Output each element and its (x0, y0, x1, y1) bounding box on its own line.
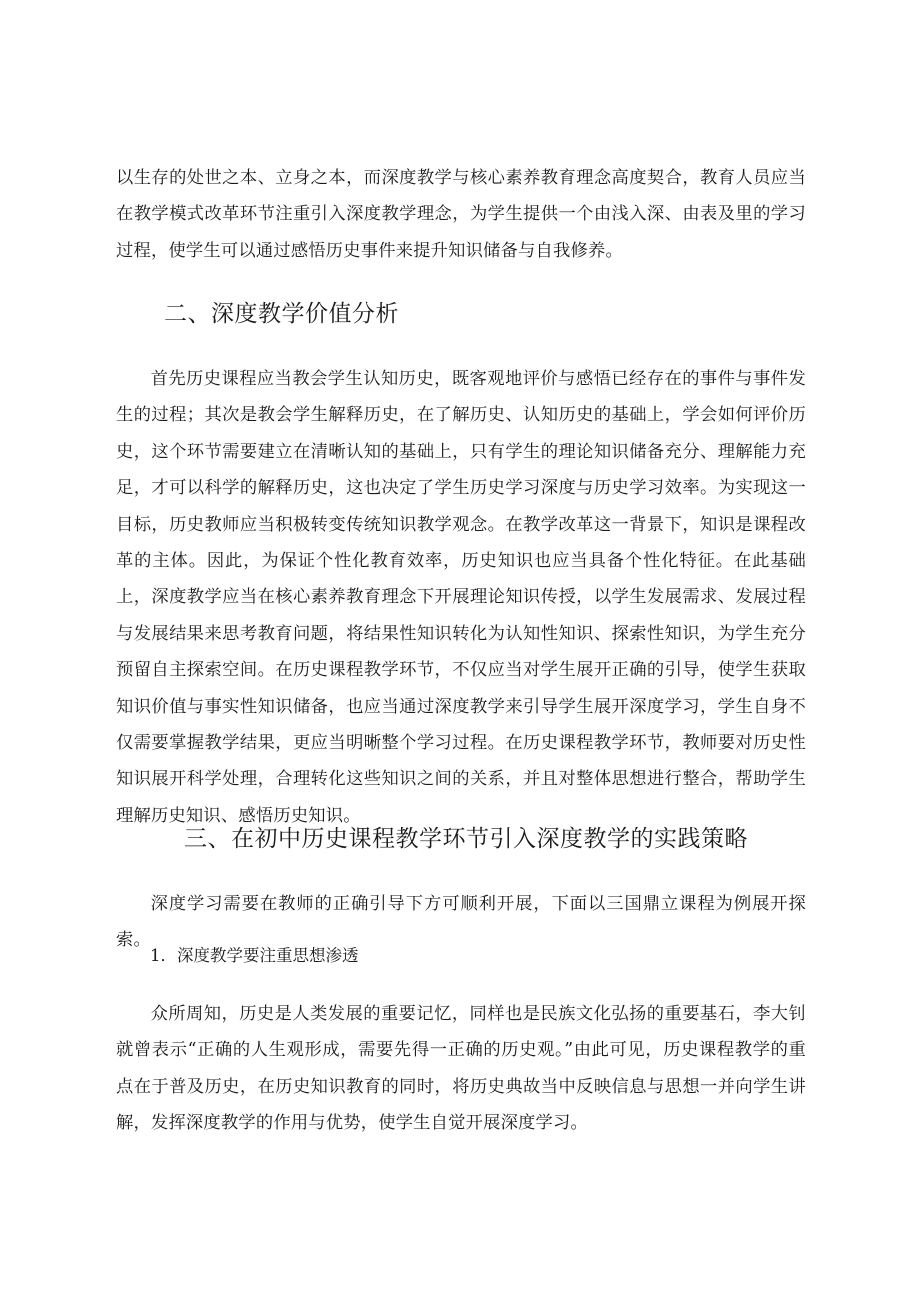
section-3-intro-paragraph: 深度学习需要在教师的正确引导下方可顺利开展，下面以三国鼎立课程为例展开探索。 (116, 894, 806, 951)
section-heading-2: 二、深度教学价值分析 (164, 301, 399, 327)
subsection-1-paragraph: 众所周知，历史是人类发展的重要记忆，同样也是民族文化弘扬的重要基石，李大钊就曾表示“正确的人生观形成，需要先得一正确的历史观。”由此可见，历史课程教学的重点在于普及历史，在历史知识教育的同时，将历史典故当中反映信息与思想一并向学生讲解，发挥深度教学的作用与优势，使学生自觉开展深度学习。 (116, 1004, 806, 1134)
subsection-heading-1: 1．深度教学要注重思想渗透 (150, 946, 359, 965)
section-heading-3: 三、在初中历史课程教学环节引入深度教学的实践策略 (184, 826, 748, 852)
continued-paragraph: 以生存的处世之本、立身之本，而深度教学与核心素养教育理念高度契合，教育人员应当在教学模式改革环节注重引入深度教学理念，为学生提供一个由浅入深、由表及里的学习过程，使学生可以通过感悟历史事件来提升知识储备与自我修养。 (116, 168, 806, 261)
section-2-paragraph: 首先历史课程应当教会学生认知历史，既客观地评价与感悟已经存在的事件与事件发生的过程；其次是教会学生解释历史，在了解历史、认知历史的基础上，学会如何评价历史，这个环节需要建立在清晰认知的基础上，只有学生的理论知识储备充分、理解能力充足，才可以科学的解释历史，这也决定了学生历史学习深度与历史学习效率。为实现这一目标，历史教师应当积极转变传统知识教学观念。在教学改革这一背景下，知识是课程改革的主体。因此，为保证个性化教育效率，历史知识也应当具备个性化特征。在此基础上，深度教学应当在核心素养教育理念下开展理论知识传授，以学生发展需求、发展过程与发展结果来思考教育问题，将结果性知识转化为认知性知识、探索性知识，为学生充分预留自主探索空间。在历史课程教学环节，不仅应当对学生展开正确的引导，使学生获取知识价值与事实性知识储备，也应当通过深度教学来引导学生展开深度学习，学生自身不仅需要掌握教学结果，更应当明晰整个学习过程。在历史课程教学环节，教师要对历史性知识展开科学处理，合理转化这些知识之间的关系，并且对整体思想进行整合，帮助学生理解历史知识、感悟历史知识。 (116, 369, 806, 826)
